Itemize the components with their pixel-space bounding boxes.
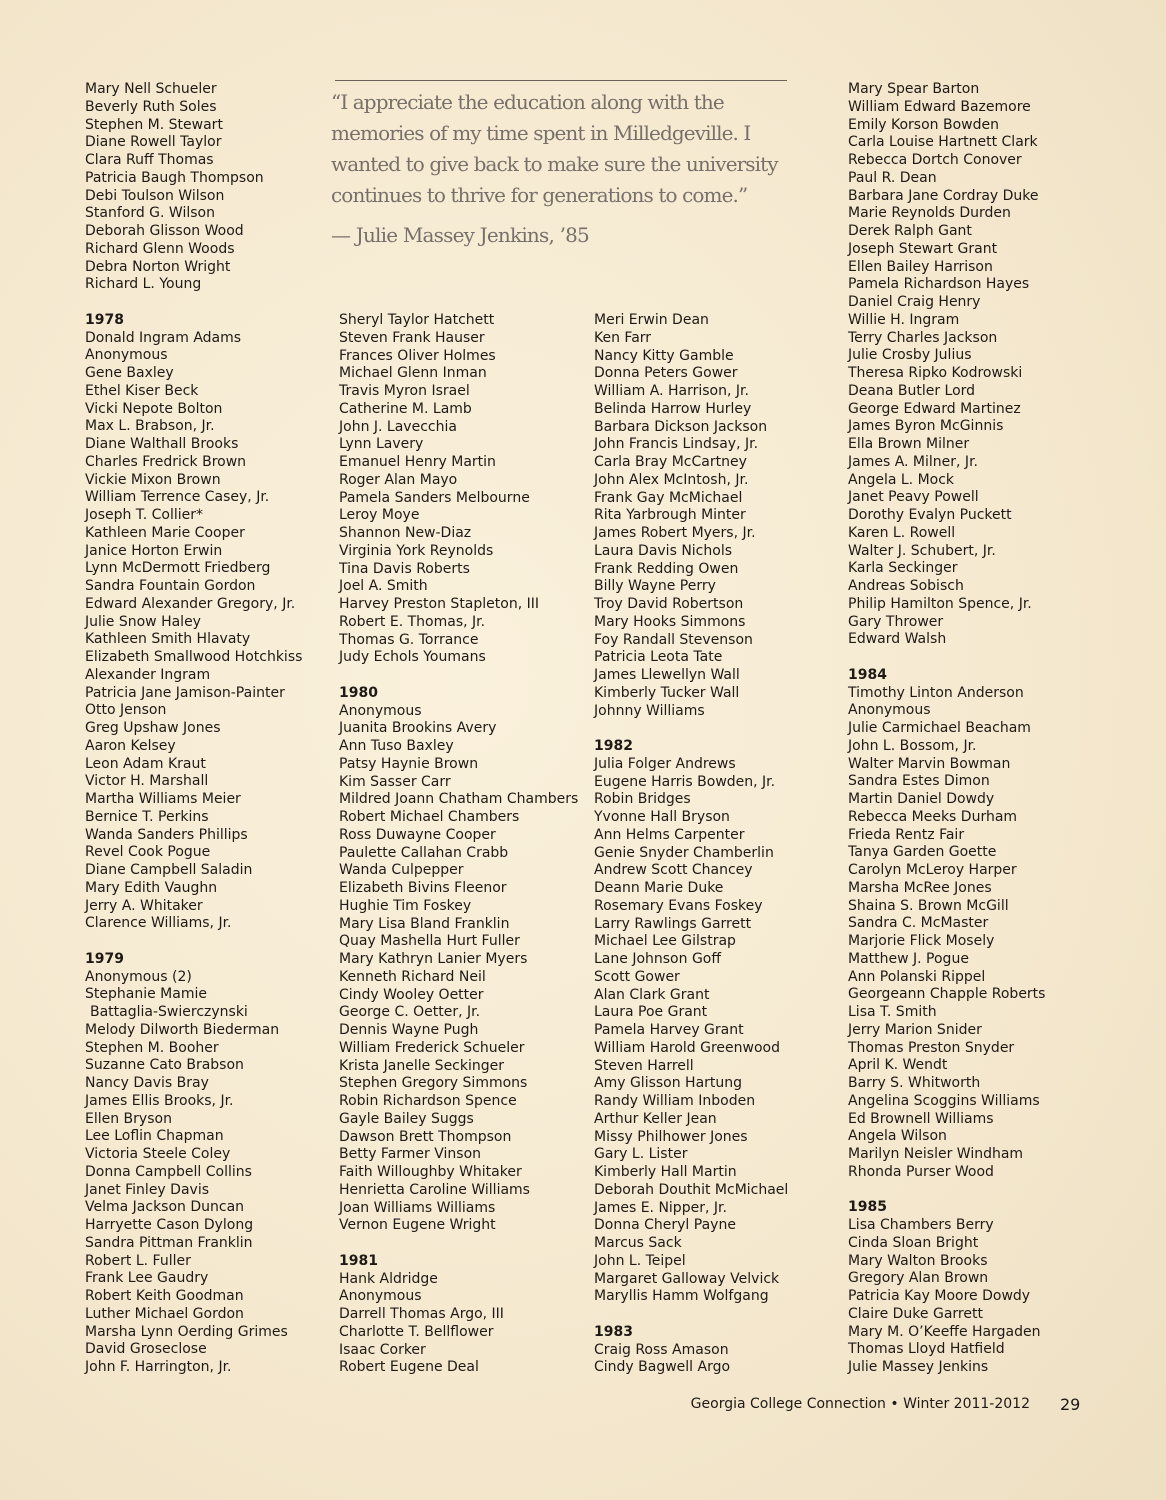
donor-name: Frank Gay McMichael <box>594 489 743 506</box>
donor-name: Isaac Corker <box>339 1341 426 1358</box>
donor-name: Kathleen Marie Cooper <box>85 524 245 541</box>
donor-name: John Francis Lindsay, Jr. <box>594 436 759 453</box>
donor-name: Frank Lee Gaudry <box>85 1270 209 1287</box>
donor-name: Patricia Kay Moore Dowdy <box>848 1288 1031 1304</box>
donor-name: Missy Philhower Jones <box>594 1128 748 1145</box>
donor-name: Otto Jenson <box>85 702 167 719</box>
section-gap <box>85 294 335 312</box>
donor-name: Lynn Lavery <box>339 436 424 453</box>
donor-name: Alexander Ingram <box>85 666 211 683</box>
donor-name: Shaina S. Brown McGill <box>848 897 1009 914</box>
donor-name: Thomas Lloyd Hatfield <box>848 1341 1005 1358</box>
donor-name: Cinda Sloan Bright <box>848 1234 979 1251</box>
donor-name: Mary Walton Brooks <box>848 1252 988 1269</box>
donor-name: Rita Yarbrough Minter <box>594 507 746 524</box>
donor-name: Harvey Preston Stapleton, III <box>339 596 539 612</box>
donor-name: Marcus Sack <box>594 1235 682 1251</box>
donor-name: William Harold Greenwood <box>594 1039 780 1056</box>
donor-name: Wanda Culpepper <box>339 862 464 879</box>
donor-name: Jerry A. Whitaker <box>85 897 203 914</box>
donor-name: Rosemary Evans Foskey <box>594 897 763 914</box>
donor-name: Melody Dilworth Biederman <box>85 1021 280 1038</box>
donor-name: Tina Davis Roberts <box>339 560 470 577</box>
donor-name: Betty Farmer Vinson <box>339 1146 482 1163</box>
donor-name: Vicki Nepote Bolton <box>85 400 223 417</box>
donor-name: Sheryl Taylor Hatchett <box>339 312 495 328</box>
donor-name: Thomas Preston Snyder <box>848 1039 1015 1056</box>
donor-name: Maryllis Hamm Wolfgang <box>594 1288 769 1305</box>
donor-name: Gayle Bailey Suggs <box>339 1110 474 1127</box>
donor-name: Barbara Dickson Jackson <box>594 418 768 435</box>
donor-name: Margaret Galloway Velvick <box>594 1270 780 1287</box>
donor-name: Anonymous <box>85 347 168 364</box>
quote-divider <box>335 80 787 81</box>
footer-publication: Georgia College Connection • Winter 2011-2012 <box>690 1396 1030 1412</box>
donor-name: Philip Hamilton Spence, Jr. <box>848 595 1032 612</box>
donor-name: April K. Wendt <box>848 1057 948 1074</box>
donor-name: Ann Polanski Rippel <box>848 968 986 985</box>
donor-name: Michael Glenn Inman <box>339 365 487 382</box>
donor-name: Ann Helms Carpenter <box>594 826 745 843</box>
donor-name: Donald Ingram Adams <box>85 329 242 346</box>
donor-name: Scott Gower <box>594 968 680 985</box>
donor-name: Craig Ross Amason <box>594 1341 729 1358</box>
donor-name: Arthur Keller Jean <box>594 1110 717 1127</box>
donor-name: Julie Massey Jenkins <box>848 1359 989 1375</box>
donor-column-3 <box>594 312 844 1377</box>
donor-name: Belinda Harrow Hurley <box>594 400 752 417</box>
donor-name: Ed Brownell Williams <box>848 1110 994 1127</box>
donor-name: Sandra Fountain Gordon <box>85 578 256 594</box>
donor-column-1 <box>85 81 335 1377</box>
donor-name: Luther Michael Gordon <box>85 1305 244 1322</box>
donor-name: Richard L. Young <box>85 276 202 293</box>
donor-name: Andrew Scott Chancey <box>594 862 753 879</box>
donor-name: Robert E. Thomas, Jr. <box>339 613 486 630</box>
donor-name: Steven Frank Hauser <box>339 329 485 346</box>
donor-name: Kimberly Hall Martin <box>594 1164 737 1180</box>
donor-name: Laura Poe Grant <box>594 1004 708 1021</box>
donor-name: Roger Alan Mayo <box>339 471 458 488</box>
donor-name: Julie Snow Haley <box>85 613 201 630</box>
donor-name: Mary Spear Barton <box>848 81 980 97</box>
donor-name: Patricia Baugh Thompson <box>85 169 264 186</box>
donor-name: Marjorie Flick Mosely <box>848 933 995 949</box>
donor-name: William Frederick Schueler <box>339 1039 525 1056</box>
donor-name: Robert Eugene Deal <box>339 1359 479 1376</box>
donor-name: Joel A. Smith <box>339 578 428 595</box>
donor-name: Johnny Williams <box>594 702 705 719</box>
donor-name: Gary Thrower <box>848 613 944 630</box>
donor-name: Battaglia-Swierczynski <box>90 1004 248 1020</box>
donor-name: James Llewellyn Wall <box>594 667 740 683</box>
donor-name: Revel Cook Pogue <box>85 844 211 861</box>
donor-name: Theresa Ripko Kodrowski <box>848 365 1023 381</box>
donor-name: Kathleen Smith Hlavaty <box>85 631 251 648</box>
donor-name: Daniel Craig Henry <box>848 294 981 310</box>
donor-name: Lisa T. Smith <box>848 1004 937 1020</box>
section-gap <box>848 1182 1098 1200</box>
donor-name: Edward Walsh <box>848 631 947 648</box>
donor-name: Paulette Callahan Crabb <box>339 844 509 861</box>
donor-name: Vernon Eugene Wright <box>339 1217 496 1234</box>
donor-name: John Alex McIntosh, Jr. <box>594 471 749 488</box>
donor-name: Terry Charles Jackson <box>848 329 998 346</box>
donor-name: Patsy Haynie Brown <box>339 755 479 772</box>
donor-name: Donna Peters Gower <box>594 365 738 382</box>
donor-name: Deana Butler Lord <box>848 382 976 399</box>
donor-name: Laura Davis Nichols <box>594 542 732 559</box>
donor-name: Robert Michael Chambers <box>339 809 520 825</box>
donor-name: Harryette Cason Dylong <box>85 1217 254 1233</box>
donor-name: Juanita Brookins Avery <box>339 720 497 737</box>
donor-name: Mary M. O’Keeffe Hargaden <box>848 1323 1041 1340</box>
donor-name: Marsha Lynn Oerding Grimes <box>85 1323 288 1340</box>
donor-name: Sandra Estes Dimon <box>848 773 990 790</box>
donor-name: Virginia York Reynolds <box>339 542 494 559</box>
donor-name: Quay Mashella Hurt Fuller <box>339 933 520 950</box>
section-gap <box>339 1235 589 1253</box>
donor-name: Victoria Steele Coley <box>85 1146 231 1162</box>
donor-name: Lisa Chambers Berry <box>848 1217 994 1233</box>
donor-name: Emily Korson Bowden <box>848 116 999 133</box>
donor-name: Gary L. Lister <box>594 1146 688 1163</box>
donor-name: Mary Edith Vaughn <box>85 879 218 896</box>
donor-name: Suzanne Cato Brabson <box>85 1057 244 1074</box>
donor-name: Martin Daniel Dowdy <box>848 791 995 807</box>
donor-name: Janet Peavy Powell <box>848 489 979 506</box>
donor-name: Deann Marie Duke <box>594 880 724 896</box>
donor-name: Richard Glenn Woods <box>85 240 235 257</box>
section-gap <box>339 667 589 685</box>
donor-name: Kimberly Tucker Wall <box>594 684 740 701</box>
donor-name: Debra Norton Wright <box>85 258 231 275</box>
donor-name: Pamela Harvey Grant <box>594 1022 744 1038</box>
donor-name: Pamela Sanders Melbourne <box>339 489 530 506</box>
donor-name: John F. Harrington, Jr. <box>85 1359 232 1375</box>
donor-name: Leon Adam Kraut <box>85 755 206 772</box>
donor-name: John L. Teipel <box>594 1252 686 1269</box>
donor-name: Mildred Joann Chatham Chambers <box>339 791 579 808</box>
donor-name: Cindy Bagwell Argo <box>594 1359 731 1376</box>
donor-name: Rebecca Dortch Conover <box>848 152 1022 168</box>
donor-name: Stephen Gregory Simmons <box>339 1075 528 1092</box>
donor-name: James E. Nipper, Jr. <box>594 1199 727 1216</box>
donor-name: Robert L. Fuller <box>85 1252 191 1269</box>
donor-name: Carla Louise Hartnett Clark <box>848 134 1038 151</box>
donor-name: Stephanie Mamie <box>85 986 207 1003</box>
donor-name: Donna Cheryl Payne <box>594 1217 736 1234</box>
class-year-heading: 1984 <box>848 666 887 683</box>
donor-name: Cindy Wooley Oetter <box>339 986 484 1003</box>
class-year-heading: 1982 <box>594 738 633 754</box>
donor-name: Rebecca Meeks Durham <box>848 808 1018 825</box>
donor-name: Kenneth Richard Neil <box>339 968 486 985</box>
donor-column-4 <box>848 81 1098 1377</box>
donor-name: Janice Horton Erwin <box>85 542 223 559</box>
donor-name: Tanya Garden Goette <box>848 844 997 861</box>
donor-name: Barry S. Whitworth <box>848 1075 981 1091</box>
donor-name: James Robert Myers, Jr. <box>594 525 756 541</box>
donor-name: Wanda Sanders Phillips <box>85 826 248 843</box>
donor-name: Donna Campbell Collins <box>85 1163 252 1180</box>
donor-name: Clara Ruff Thomas <box>85 152 214 168</box>
donor-name: Sandra C. McMaster <box>848 915 989 932</box>
section-gap <box>594 1306 844 1324</box>
donor-name: Anonymous (2) <box>85 968 192 985</box>
donor-name: Patricia Leota Tate <box>594 649 723 666</box>
donor-name: Joseph Stewart Grant <box>848 240 998 257</box>
donor-name: Diane Walthall Brooks <box>85 436 239 452</box>
donor-name: Mary Kathryn Lanier Myers <box>339 951 528 967</box>
class-year-heading: 1978 <box>85 311 124 328</box>
donor-name: Emanuel Henry Martin <box>339 454 496 470</box>
donor-name: Janet Finley Davis <box>85 1181 209 1198</box>
donor-name: Henrietta Caroline Williams <box>339 1181 530 1198</box>
donor-name: Ross Duwayne Cooper <box>339 826 496 843</box>
donor-name: Greg Upshaw Jones <box>85 720 221 736</box>
donor-name: Larry Rawlings Garrett <box>594 915 752 932</box>
donor-name: Robert Keith Goodman <box>85 1288 244 1304</box>
donor-name: Velma Jackson Duncan <box>85 1199 245 1216</box>
donor-name: Joseph T. Collier* <box>85 507 203 523</box>
donor-name: Ellen Bryson <box>85 1110 172 1127</box>
donor-name: Meri Erwin Dean <box>594 312 709 328</box>
donor-name: William Terrence Casey, Jr. <box>85 489 270 506</box>
donor-name: Carla Bray McCartney <box>594 454 747 470</box>
donor-name: Troy David Robertson <box>594 596 744 612</box>
class-year-heading: 1985 <box>848 1199 887 1216</box>
donor-column-2 <box>339 312 589 1377</box>
donor-name: Joan Williams Williams <box>339 1199 496 1216</box>
donor-name: George Edward Martinez <box>848 400 1021 417</box>
donor-name: John J. Lavecchia <box>339 418 457 435</box>
donor-name: Ella Brown Milner <box>848 436 970 452</box>
donor-name: Aaron Kelsey <box>85 737 176 754</box>
donor-name: Ethel Kiser Beck <box>85 382 199 399</box>
donor-name: Hughie Tim Foskey <box>339 897 472 914</box>
donor-name: Pamela Richardson Hayes <box>848 276 1030 293</box>
class-year-heading: 1983 <box>594 1323 633 1340</box>
donor-name: Patricia Jane Jamison-Painter <box>85 684 285 701</box>
donor-name: Max L. Brabson, Jr. <box>85 418 215 435</box>
donor-name: Stephen M. Stewart <box>85 116 223 133</box>
donor-name: Michael Lee Gilstrap <box>594 933 736 950</box>
donor-name: Nancy Kitty Gamble <box>594 347 734 364</box>
donor-name: Anonymous <box>848 702 931 719</box>
donor-name: Diane Rowell Taylor <box>85 134 222 151</box>
donor-name: Lane Johnson Goff <box>594 951 721 967</box>
donor-name: Beverly Ruth Soles <box>85 98 217 115</box>
donor-name: Kim Sasser Carr <box>339 773 451 790</box>
donor-name: Deborah Douthit McMichael <box>594 1181 789 1198</box>
donor-name: Mary Nell Schueler <box>85 81 217 97</box>
donor-name: Marsha McRee Jones <box>848 879 992 896</box>
class-year-heading: 1980 <box>339 684 378 701</box>
donor-name: Darrell Thomas Argo, III <box>339 1306 504 1322</box>
donor-name: James Ellis Brooks, Jr. <box>85 1092 234 1109</box>
donor-name: Martha Williams Meier <box>85 791 241 807</box>
donor-name: Catherine M. Lamb <box>339 400 472 417</box>
donor-name: Walter J. Schubert, Jr. <box>848 542 996 559</box>
donor-name: Gregory Alan Brown <box>848 1270 989 1287</box>
donor-name: Genie Snyder Chamberlin <box>594 844 774 861</box>
class-year-heading: 1979 <box>85 950 124 967</box>
donor-name: Stephen M. Booher <box>85 1039 219 1056</box>
donor-name: James A. Milner, Jr. <box>848 453 978 470</box>
donor-name: Barbara Jane Cordray Duke <box>848 187 1039 204</box>
donor-name: Julia Folger Andrews <box>594 755 736 772</box>
donor-name: Dennis Wayne Pugh <box>339 1022 479 1038</box>
donor-name: Anonymous <box>339 1288 422 1305</box>
donor-name: Amy Glisson Hartung <box>594 1075 743 1092</box>
donor-name: Sandra Pittman Franklin <box>85 1234 253 1251</box>
donor-name: Angela L. Mock <box>848 471 955 488</box>
donor-name: Debi Toulson Wilson <box>85 187 225 204</box>
donor-name: Rhonda Purser Wood <box>848 1163 994 1180</box>
donor-name: Leroy Moye <box>339 507 420 524</box>
donor-name: Billy Wayne Perry <box>594 578 716 595</box>
donor-name: Ken Farr <box>594 329 652 346</box>
donor-name: Julie Carmichael Beacham <box>848 720 1031 736</box>
donor-name: William Edward Bazemore <box>848 98 1031 115</box>
donor-name: Ann Tuso Baxley <box>339 738 454 754</box>
donor-name: Claire Duke Garrett <box>848 1305 983 1322</box>
donor-name: Angela Wilson <box>848 1128 947 1145</box>
donor-name: Diane Campbell Saladin <box>85 862 253 878</box>
donor-name: Faith Willoughby Whitaker <box>339 1164 522 1180</box>
donor-name: Alan Clark Grant <box>594 986 710 1003</box>
section-gap <box>85 933 335 951</box>
donor-name: Bernice T. Perkins <box>85 808 209 825</box>
donor-name: Stanford G. Wilson <box>85 205 215 222</box>
donor-name: Eugene Harris Bowden, Jr. <box>594 773 776 790</box>
donor-name: Andreas Sobisch <box>848 578 964 594</box>
donor-name: Travis Myron Israel <box>339 383 470 399</box>
donor-name: Frieda Rentz Fair <box>848 826 965 843</box>
donor-name: Matthew J. Pogue <box>848 950 969 967</box>
donor-name: Elizabeth Smallwood Hotchkiss <box>85 649 303 665</box>
donor-name: Steven Harrell <box>594 1057 694 1074</box>
donor-name: Mary Hooks Simmons <box>594 613 746 630</box>
donor-name: Nancy Davis Bray <box>85 1075 209 1091</box>
quote-attribution: — Julie Massey Jenkins, ’85 <box>331 223 589 247</box>
donor-name: Frank Redding Owen <box>594 560 739 577</box>
donor-name: Angelina Scoggins Williams <box>848 1092 1040 1109</box>
donor-name: Frances Oliver Holmes <box>339 347 496 364</box>
donor-name: Lynn McDermott Friedberg <box>85 560 271 577</box>
section-gap <box>848 649 1098 667</box>
section-gap <box>594 720 844 738</box>
donor-name: Charles Fredrick Brown <box>85 453 247 470</box>
donor-name: Karen L. Rowell <box>848 524 956 541</box>
donor-name: Robin Bridges <box>594 791 691 808</box>
donor-name: Gene Baxley <box>85 365 174 381</box>
donor-name: Ellen Bailey Harrison <box>848 258 993 275</box>
donor-name: Karla Seckinger <box>848 560 958 577</box>
donor-name: Marilyn Neisler Windham <box>848 1146 1024 1162</box>
donor-name: Clarence Williams, Jr. <box>85 915 232 932</box>
donor-name: Timothy Linton Anderson <box>848 684 1024 701</box>
donor-name: Willie H. Ingram <box>848 311 960 328</box>
donor-name: Deborah Glisson Wood <box>85 223 244 239</box>
donor-name: Lee Loflin Chapman <box>85 1128 224 1145</box>
donor-name: William A. Harrison, Jr. <box>594 383 749 399</box>
donor-name: Krista Janelle Seckinger <box>339 1057 504 1074</box>
donor-name: Georgeann Chapple Roberts <box>848 986 1046 1003</box>
donor-name: Paul R. Dean <box>848 169 937 186</box>
donor-name: Foy Randall Stevenson <box>594 631 753 648</box>
quote-text: “I appreciate the education along with the memories of my time spent in Milledgeville. I wanted to give back to make sure the university continues to thrive for generations to come.” <box>331 90 778 207</box>
donor-name: Charlotte T. Bellflower <box>339 1323 494 1340</box>
class-year-heading: 1981 <box>339 1252 378 1269</box>
donor-name: James Byron McGinnis <box>848 418 1004 435</box>
donor-name: Dorothy Evalyn Puckett <box>848 507 1012 523</box>
donor-name: Vickie Mixon Brown <box>85 471 221 488</box>
donor-name: Shannon New-Diaz <box>339 525 472 541</box>
donor-name: Anonymous <box>339 702 422 719</box>
donor-name: Victor H. Marshall <box>85 773 209 790</box>
donor-name: Mary Lisa Bland Franklin <box>339 915 510 932</box>
donor-name: Judy Echols Youmans <box>339 649 486 666</box>
donor-name: Dawson Brett Thompson <box>339 1128 512 1145</box>
donor-name: Hank Aldridge <box>339 1270 438 1287</box>
donor-name: Edward Alexander Gregory, Jr. <box>85 595 296 612</box>
donor-name: Yvonne Hall Bryson <box>594 809 730 825</box>
donor-name: Robin Richardson Spence <box>339 1093 517 1109</box>
donor-name: Carolyn McLeroy Harper <box>848 862 1017 878</box>
donor-name: Julie Crosby Julius <box>848 347 972 364</box>
page-number: 29 <box>1060 1395 1081 1414</box>
donor-name: Derek Ralph Gant <box>848 223 972 239</box>
donor-name: Randy William Inboden <box>594 1093 756 1109</box>
donor-name: Walter Marvin Bowman <box>848 755 1011 772</box>
donor-name: Marie Reynolds Durden <box>848 205 1011 222</box>
donor-name: Thomas G. Torrance <box>339 631 479 648</box>
donor-name: George C. Oetter, Jr. <box>339 1004 481 1021</box>
donor-name: David Groseclose <box>85 1341 207 1358</box>
donor-name: John L. Bossom, Jr. <box>848 737 977 754</box>
donor-name: Jerry Marion Snider <box>848 1021 982 1038</box>
pull-quote <box>331 80 801 247</box>
donor-name: Elizabeth Bivins Fleenor <box>339 880 507 896</box>
